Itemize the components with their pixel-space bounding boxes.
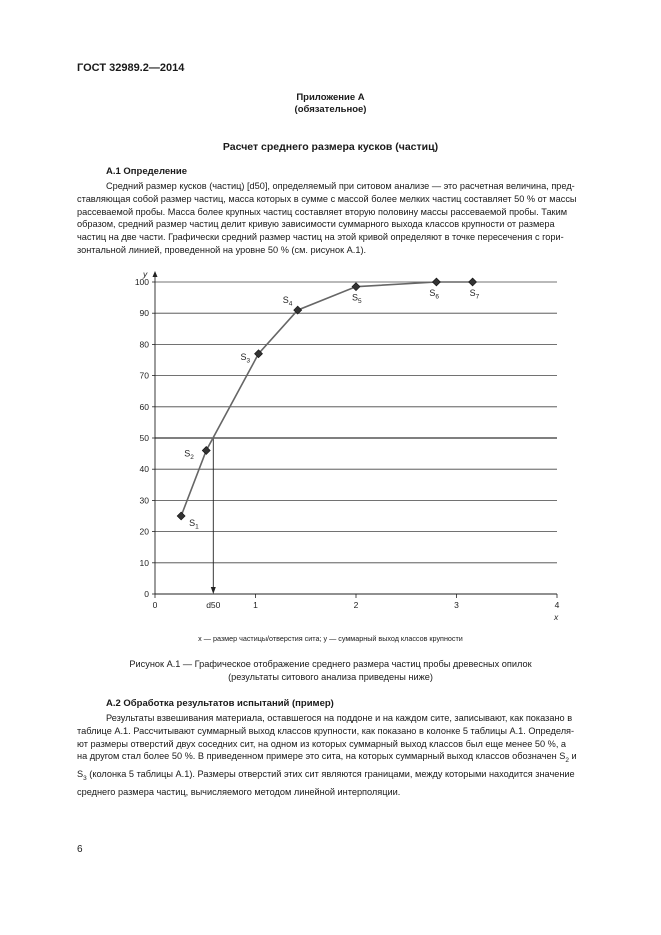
point-label-s2: $S_2$ [184,448,194,461]
a2-line-5: $S_3$ (колонка 5 таблицы А.1). Размеры отверстий этих сит являются границами, между которыми находится значение [77,769,575,782]
a1-line-4: образом, средний размер частиц делит кривую зависимости суммарного выхода классов крупности от размера [77,219,555,230]
point-label-s5: $S_5$ [352,292,362,306]
grid-lines [155,282,557,563]
point-label-s6: $S_6$ [429,288,440,301]
y-tick-label-0: 0 [144,589,149,599]
y-axis-arrow [153,271,158,277]
figure-caption-line1: Рисунок А.1 — Графическое отображение среднего размера частиц пробы древесных опилок [129,659,532,669]
marker-s2 [202,446,210,454]
a1-line-3: рассеваемой пробы. Масса более крупных частиц составляет вторую половину массы рассеваемой пробы. Таким [77,206,568,217]
section-a2-text [77,712,585,798]
a2-line-1: Результаты взвешивания материала, оставшегося на поддоне и на каждом сите, записывают, как показано в [106,713,573,723]
y-tick-label-40: 40 [139,464,149,475]
x-tick-label-0: 0 [152,600,158,610]
x-tick-label-4: 4 [554,600,560,610]
a2-line-6: среднего размера частиц, вычисляемого методом линейной интерполяции. [77,786,401,797]
y-tick-label-90: 90 [139,308,149,319]
x-tick-label-2: 2 [353,600,359,610]
point-label-s7: $S_7$ [469,288,480,301]
a2-line-4: на другом стал более 50 %. В приведенном примере это сита, на которых суммарный выход классов обозначен $S_2$ и [77,751,577,765]
data-markers [177,278,476,520]
point-label-s1: $S_1$ [189,518,199,531]
a1-line-1: Средний размер кусков (частиц) [d50], определяемый при ситовом анализе — это расчетная величина, пред- [106,181,575,191]
d50-label: d50 [206,600,221,610]
document-code: ГОСТ 32989.2—2014 [77,62,185,74]
marker-s1 [177,512,185,520]
marker-s7 [469,278,477,286]
y-tick-label-100: 100 [134,277,149,287]
marker-s5 [352,283,360,291]
point-label-s3: $S_3$ [240,351,251,365]
y-axis-label: y [143,269,148,279]
cumulative-yield-line [181,282,472,516]
a1-line-5: частиц на две части. Графически средний размер частиц на этой кривой определяют в точке пересечения с гори- [77,232,564,243]
section-a1-heading: А.1 Определение [106,166,188,177]
y-tick-label-70: 70 [139,370,149,381]
axes [152,271,557,598]
x-axis-label: x [554,612,559,622]
y-tick-label-80: 80 [139,339,149,350]
point-label-s4: $S_4$ [282,295,293,308]
y-tick-label-20: 20 [139,526,149,537]
a2-line-3: ют размеры отверстий двух соседних сит, на одном из которых суммарный выход классов был еще менее 50 %, а [77,738,567,749]
y-tick-label-60: 60 [139,401,149,412]
figure-caption-line2: (результаты ситового анализа приведены ниже) [228,671,433,682]
annex-subtitle: (обязательное) [294,104,367,115]
x-tick-label-3: 3 [454,600,459,610]
a1-line-6: зонтальной линией, проведенной на уровне 50 % (см. рисунок А.1). [77,244,367,255]
x-tick-label-1: 1 [253,600,258,610]
annex-title: Приложение А [296,92,365,103]
y-tick-label-30: 30 [139,495,149,506]
a2-line-2: таблице А.1. Рассчитывают суммарный выход классов крупности, как показано в колонке 5 таблицы А.1. Определя- [77,725,575,736]
page-number: 6 [77,844,83,855]
y-tick-label-50: 50 [139,433,149,443]
annex-heading: Расчет среднего размера кусков (частиц) [222,141,439,153]
section-a2-heading: А.2 Обработка результатов испытаний (пример) [106,698,334,709]
figure-legend-note: x — размер частицы/отверстия сита; y — суммарный выход классов крупности [198,634,463,643]
figure-caption [0,658,661,683]
d50-arrow [211,587,216,594]
a1-line-2: ставляющая собой размер частиц, масса которых в сумме с массой более мелких частиц составляет 50 % от массы [77,193,577,204]
tick-labels [135,269,560,622]
y-tick-label-10: 10 [139,557,149,568]
marker-s6 [432,278,440,286]
